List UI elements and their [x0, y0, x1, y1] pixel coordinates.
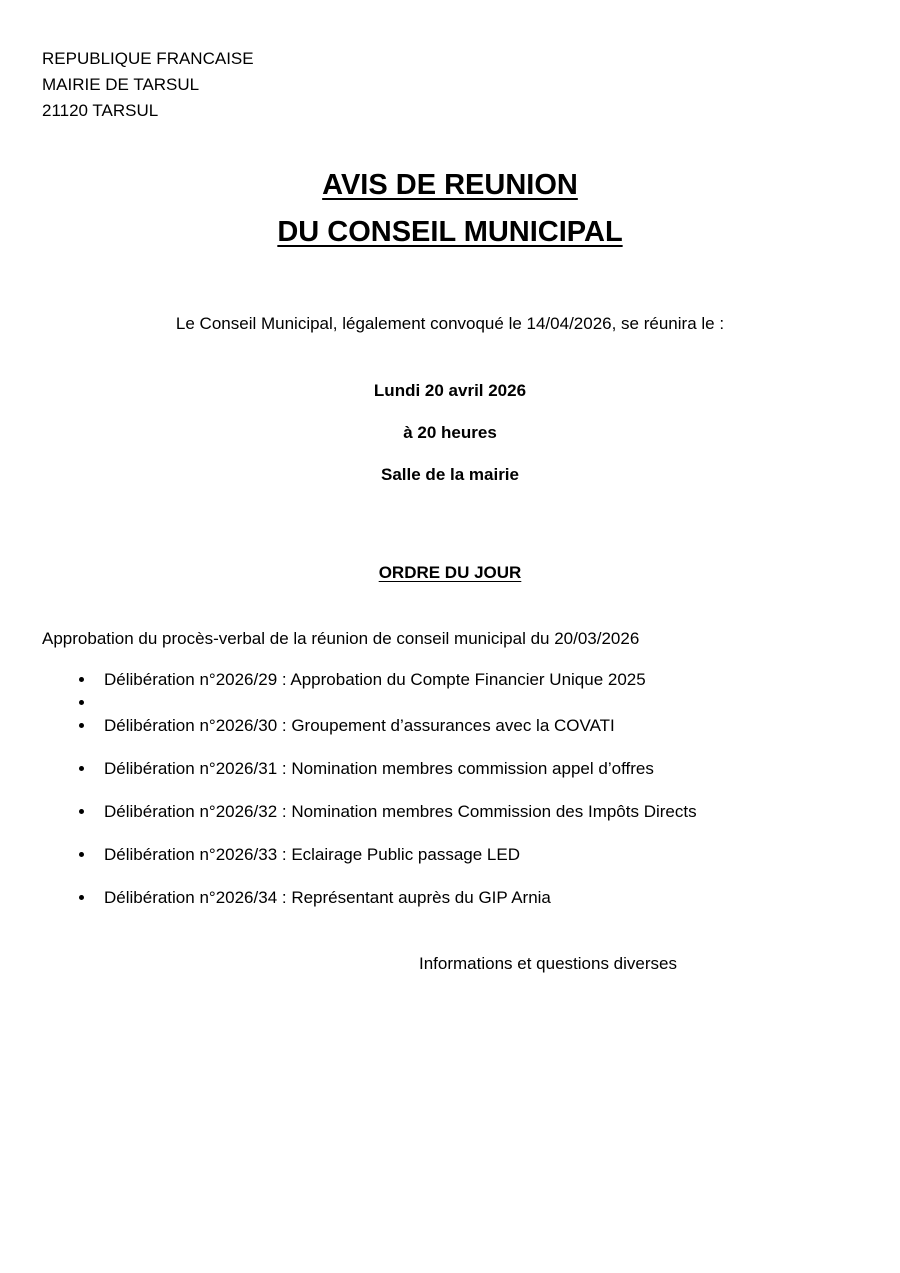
approbation-line: Approbation du procès-verbal de la réunion de conseil municipal du 20/03/2026 — [42, 629, 640, 648]
agenda-item: • Délibération n°2026/30 : Groupement d’assurances avec la COVATI — [96, 717, 858, 734]
agenda-item: • Délibération n°2026/32 : Nomination membres Commission des Impôts Directs — [96, 803, 858, 820]
title-line-1: AVIS DE REUNION — [322, 169, 578, 201]
agenda-item: • Délibération n°2026/29 : Approbation du Compte Financier Unique 2025 — [96, 671, 858, 688]
footer-note: Informations et questions diverses — [419, 954, 677, 973]
agenda-item: • Délibération n°2026/34 : Représentant auprès du GIP Arnia — [96, 889, 858, 906]
title-line-2: DU CONSEIL MUNICIPAL — [277, 216, 623, 248]
agenda-item: • Délibération n°2026/33 : Eclairage Public passage LED — [96, 846, 858, 863]
meeting-time: à 20 heures — [403, 423, 497, 442]
meeting-details — [42, 382, 858, 483]
agenda-item: • Délibération n°2026/31 : Nomination membres commission appel d’offres — [96, 760, 858, 777]
agenda-item-empty — [96, 694, 858, 711]
agenda-heading: ORDRE DU JOUR — [378, 563, 522, 582]
letterhead-postal: 21120 TARSUL — [42, 101, 159, 120]
meeting-date: Lundi 20 avril 2026 — [373, 381, 527, 400]
document-title — [42, 162, 858, 256]
convocation-text: Le Conseil Municipal, légalement convoqué le 14/04/2026, se réunira le : — [175, 314, 725, 333]
letterhead — [42, 46, 858, 124]
agenda-list — [42, 671, 858, 906]
letterhead-republic: REPUBLIQUE FRANCAISE — [42, 49, 254, 68]
letterhead-mairie: MAIRIE DE TARSUL — [42, 75, 200, 94]
meeting-place: Salle de la mairie — [381, 465, 519, 484]
